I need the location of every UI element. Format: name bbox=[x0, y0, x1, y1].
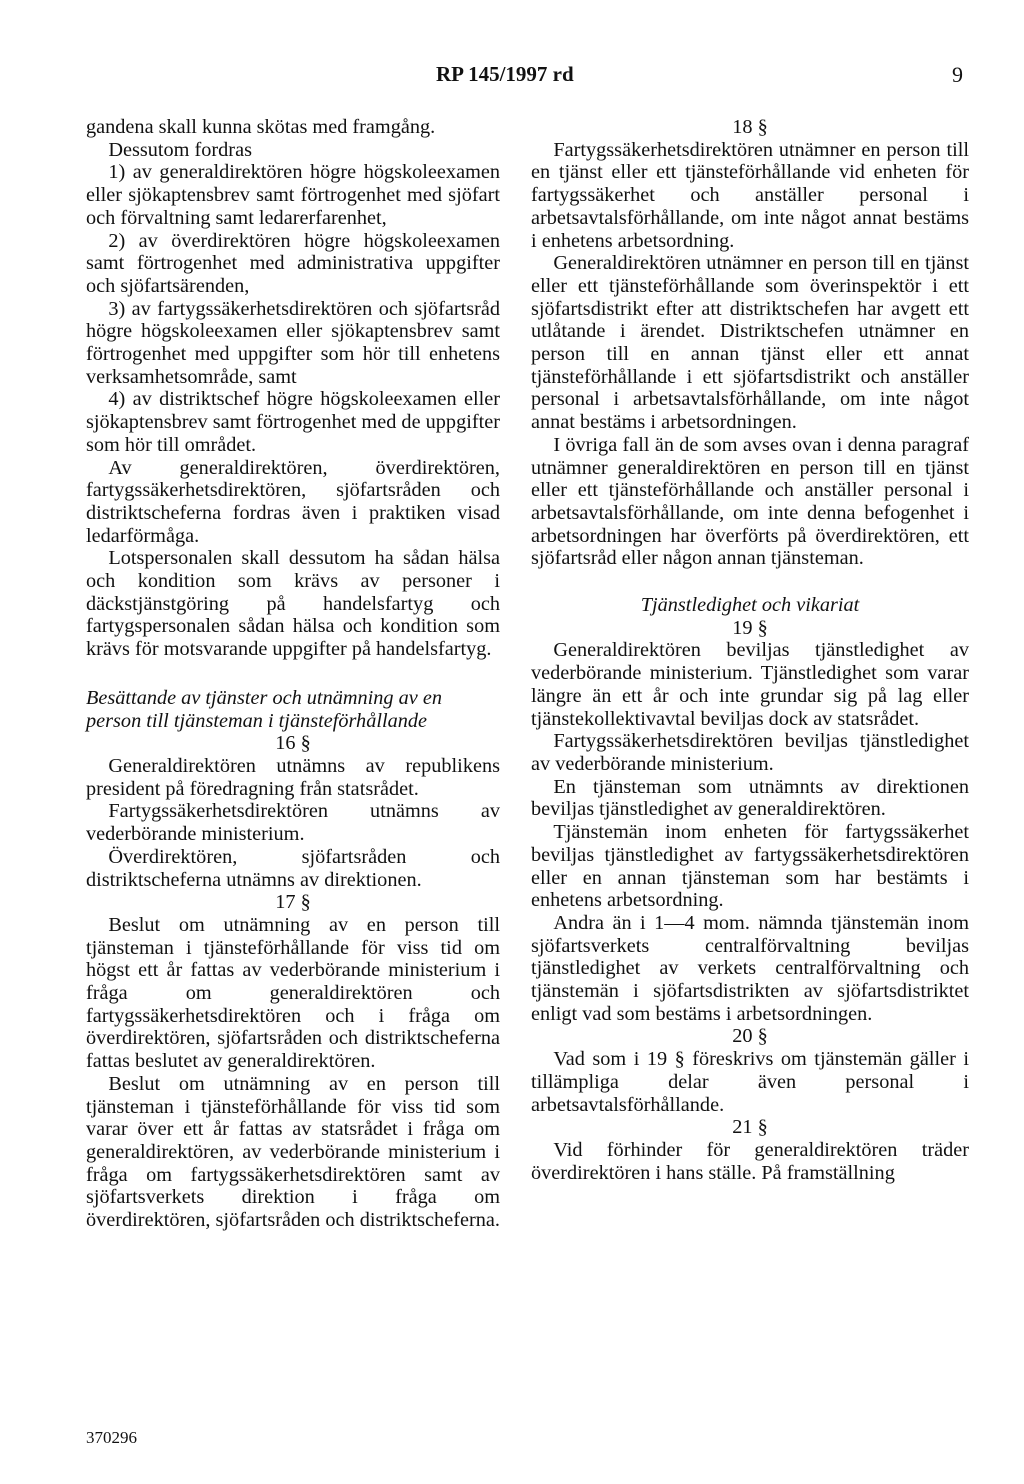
list-item: 3) av fartygssäkerhetsdirektören och sjöfartsråd högre högskoleexamen eller sjökaptensbrev samt förtrogenhet med uppgifter som hör till enhetens verksamhetsområde, samt bbox=[86, 297, 500, 388]
list-item: 1) av generaldirektören högre högskoleexamen eller sjökaptensbrev samt förtrogenhet med sjöfart och förvaltning samt ledarerfarenhet, bbox=[86, 161, 500, 229]
right-column bbox=[531, 116, 969, 1184]
paragraph: Generaldirektören utnämns av republikens president på föredragning från statsrådet. bbox=[86, 754, 500, 800]
section-heading: Besättande av tjänster och utnämning av en person till tjänsteman i tjänsteförhållande bbox=[86, 686, 442, 732]
paragraph: Vad som i 19 § föreskrivs om tjänstemän gäller i tillämpliga delar även personal i arbetsavtalsförhållande. bbox=[531, 1048, 969, 1116]
paragraph: I övriga fall än de som avses ovan i denna paragraf utnämner generaldirektören en person till en tjänst eller ett tjänsteförhållande och anställer personal i arbetsavtalsförhållande, om inte denna befogenhet i arbetsordningen har överförts på överdirektören, ett sjöfartsråd eller någon annan tjänsteman. bbox=[531, 433, 969, 570]
section-heading: Tjänstledighet och vikariat bbox=[640, 594, 860, 617]
paragraph: Fartygssäkerhetsdirektören beviljas tjänstledighet av vederbörande ministerium. bbox=[531, 730, 969, 775]
section-number: 17 § bbox=[275, 891, 311, 914]
paragraph: Fartygssäkerhetsdirektören utnämner en person till en tjänst eller ett tjänsteförhållande vid enheten för fartygssäkerhet och anställer personal i arbetsavtalsförhållande, om inte något annat bestäms i enhetens arbetsordning. bbox=[531, 138, 969, 252]
paragraph: gandena skall kunna skötas med framgång. bbox=[86, 116, 436, 138]
print-code: 370296 bbox=[86, 1428, 137, 1447]
section-number: 16 § bbox=[275, 732, 311, 755]
page-header bbox=[0, 62, 1024, 92]
paragraph: Dessutom fordras bbox=[108, 138, 252, 161]
paragraph: Överdirektören, sjöfartsråden och distriktscheferna utnämns av direktionen. bbox=[86, 845, 500, 891]
section-number: 20 § bbox=[732, 1025, 768, 1048]
left-column bbox=[86, 116, 500, 1232]
paragraph: Generaldirektören beviljas tjänstledighet av vederbörande ministerium. Tjänstledighet som varar längre än ett år och inte grundar sig på lag eller tjänstekollektivavtal beviljas dock av statsrådet. bbox=[531, 639, 969, 730]
paragraph: Vid förhinder för generaldirektören träder överdirektören i hans ställe. På framställning bbox=[531, 1138, 969, 1184]
paragraph: Av generaldirektören, överdirektören, fartygssäkerhetsdirektören, sjöfartsråden och distriktscheferna fordras även i praktiken visad ledarförmåga. bbox=[86, 456, 500, 547]
section-number: 19 § bbox=[732, 616, 768, 639]
paragraph: En tjänsteman som utnämnts av direktionen beviljas tjänstledighet av generaldirektören. bbox=[531, 775, 969, 821]
paragraph: Beslut om utnämning av en person till tjänsteman i tjänsteförhållande för viss tid som varar över ett år fattas av statsrådet i fråga om generaldirektören, av vederbörande ministerium i fråga om fartygssäkerhetsdirektören samt av sjöfartsverkets direktion i fråga om överdirektören, sjöfartsråden och distriktscheferna. bbox=[86, 1072, 500, 1232]
paragraph: Andra än i 1—4 mom. nämnda tjänstemän inom sjöfartsverkets centralförvaltning beviljas tjänstledighet av verkets centralförvaltning och tjänstemän i sjöfartsdistrikten av sjöfartsdistriktet enligt vad som bestäms i arbetsordningen. bbox=[531, 911, 969, 1025]
paragraph: Lotspersonalen skall dessutom ha sådan hälsa och kondition som krävs av personer i däckstjänstgöring på handelsfartyg och fartygspersonalen sådan hälsa och kondition som krävs för motsvarande uppgifter på handelsfartyg. bbox=[86, 547, 500, 661]
running-title: RP 145/1997 rd bbox=[436, 62, 574, 86]
section-number: 21 § bbox=[732, 1116, 768, 1139]
paragraph: Tjänstemän inom enheten för fartygssäkerhet beviljas tjänstledighet av fartygssäkerhetsdirektören eller en annan tjänsteman som har bestämts i enhetens arbetsordning. bbox=[531, 821, 969, 912]
list-item: 4) av distriktschef högre högskoleexamen eller sjökaptensbrev samt förtrogenhet med de uppgifter som hör till området. bbox=[86, 388, 500, 456]
paragraph: Fartygssäkerhetsdirektören utnämns av vederbörande ministerium. bbox=[86, 800, 500, 846]
paragraph: Beslut om utnämning av en person till tjänsteman i tjänsteförhållande för viss tid om högst ett år fattas av vederbörande ministerium i fråga om generaldirektören och fartygssäkerhetsdirektören och i fråga om överdirektören, sjöfartsråden och distriktscheferna fattas beslutet av generaldirektören. bbox=[86, 913, 500, 1073]
section-number: 18 § bbox=[732, 116, 768, 138]
paragraph: Generaldirektören utnämner en person till en tjänst eller ett tjänsteförhållande som överinspektör i ett sjöfartsdistrikt efter att distriktschefen har avgett ett utlåtande i ärendet. Distriktschefen utnämner en person till en annan tjänst eller ett annat tjänsteförhållande i ett sjöfartsdistrikt och anställer personal i arbetsavtalsförhållande, om inte något annat bestäms i arbetsordningen. bbox=[531, 252, 969, 434]
list-item: 2) av överdirektören högre högskoleexamen samt förtrogenhet med administrativa uppgifter och sjöfartsärenden, bbox=[86, 229, 500, 297]
page-number: 9 bbox=[952, 62, 963, 87]
